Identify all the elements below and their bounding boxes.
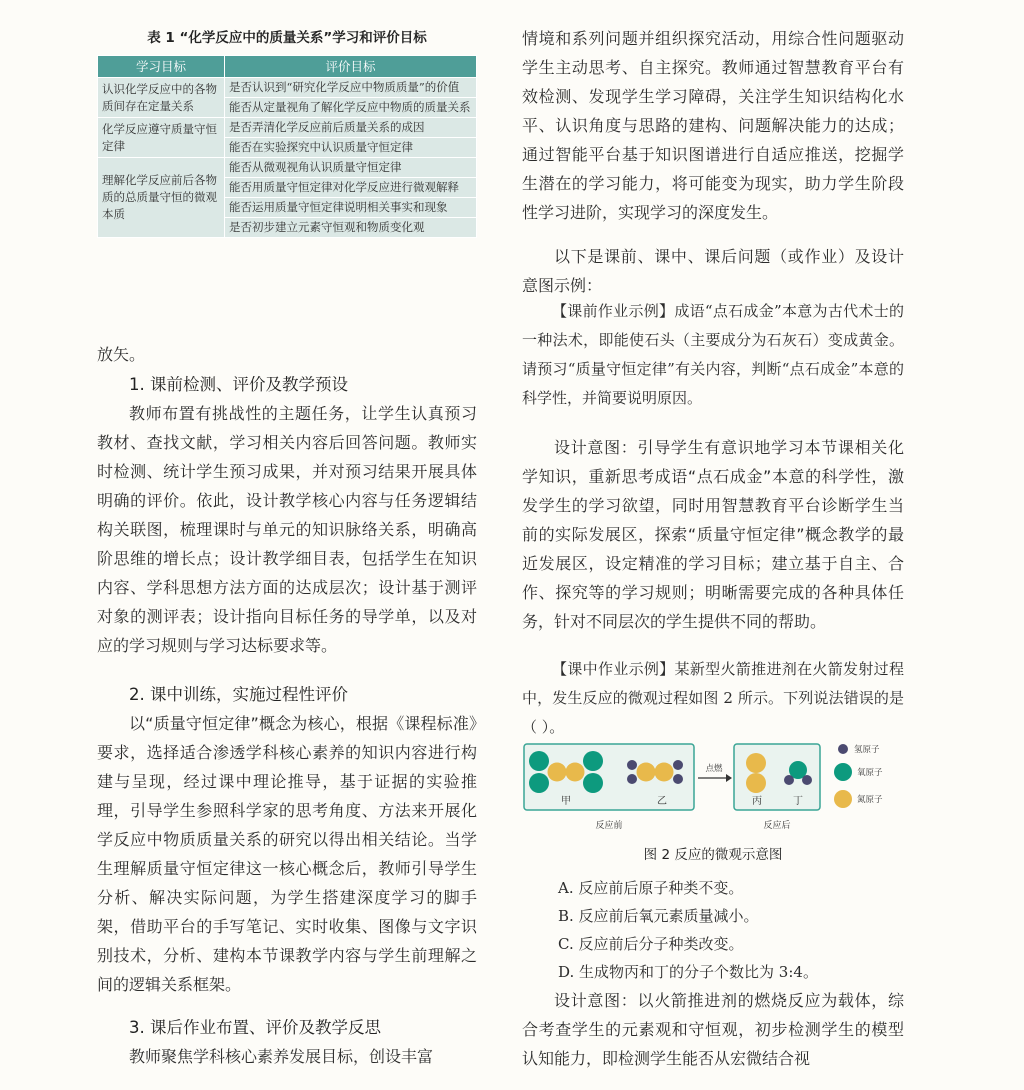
paragraph-in-class: 以“质量守恒定律”概念为核心，根据《课程标准》要求，选择适合渗透学科核心素养的知识内容进行构建与呈现，经过课中理论推导，基于证据的实验推理，引导学生参照科学家的思考角度、方法来开展化学反应中物质质量关系的研究以得出相关结论。当学生理解质量守恒定律这一核心概念后，教师引导学生分析、解决实际问题，为学生搭建深度学习的脚手架，借助平台的手写笔记、实时收集、图像与文字识别技术，分析、建构本节课教学内容与学生前理解之间的逻辑关系框架。 [97, 714, 477, 994]
label-ding: 丁 [793, 796, 803, 807]
legend-nitrogen: 氮原子 [857, 795, 883, 805]
table-cell-goal: 理解化学反应前后各物质的总质量守恒的微观本质 [98, 158, 225, 238]
paragraph-continued: 情境和系列问题并组织探究活动，用综合性问题驱动学生主动思考、自主探究。教师通过智慧教育平台有效检测、发现学生学习障碍，关注学生知识结构化水平、认识角度与思路的建构、问题解决能力的达成；通过智能平台基于知识图谱进行自适应推送，挖掘学生潜在的学习能力，将可能变为现实，助力学生阶段性学习进阶，实现学习的深度发生。 [522, 29, 904, 222]
label-bing: 丙 [752, 796, 762, 807]
option-d: D. 生成物丙和丁的分子个数比为 3:4。 [558, 963, 818, 981]
legend-hydrogen: 氢原子 [854, 745, 880, 755]
paragraph-examples-intro: 以下是课前、课中、课后问题（或作业）及设计意图示例： [522, 247, 904, 295]
label-before: 反应前 [595, 821, 623, 831]
table-header-goal: 学习目标 [98, 56, 225, 78]
label-jia: 甲 [561, 796, 571, 807]
reaction-micro-diagram [522, 742, 904, 837]
label-yi: 乙 [657, 796, 667, 807]
figure-caption: 图 2 反应的微观示意图 [643, 847, 783, 863]
table-cell-eval: 是否初步建立元素守恒观和物质变化观 [225, 218, 477, 238]
section-heading-2: 2. 课中训练，实施过程性评价 [129, 685, 348, 704]
goals-table [97, 55, 477, 238]
label-after: 反应后 [763, 821, 791, 831]
legend-oxygen-swatch [834, 763, 852, 781]
section-heading-1: 1. 课前检测、评价及教学预设 [129, 375, 348, 394]
option-b: B. 反应前后氧元素质量减小。 [558, 907, 759, 925]
table-cell-eval: 能否在实验探究中认识质量守恒定律 [225, 138, 477, 158]
paragraph-pre-class-example: 【课前作业示例】成语“点石成金”本意为古代术士的一种法术，即能使石头（主要成分为石灰石）变成黄金。请预习“质量守恒定律”有关内容，判断“点石成金”本意的科学性，并简要说明原因。 [522, 302, 904, 407]
option-c: C. 反应前后分子种类改变。 [558, 935, 744, 953]
legend-nitrogen-swatch [834, 790, 852, 808]
table-cell-eval: 是否弄清化学反应前后质量关系的成因 [225, 118, 477, 138]
table-cell-eval: 能否从微观视角认识质量守恒定律 [225, 158, 477, 178]
arrow-label: 点燃 [705, 764, 723, 774]
table-cell-eval: 能否从定量视角了解化学反应中物质的质量关系 [225, 98, 477, 118]
table-caption: 表 1 “化学反应中的质量关系”学习和评价目标 [147, 30, 427, 46]
option-a: A. 反应前后原子种类不变。 [558, 879, 744, 897]
legend-hydrogen-swatch [838, 744, 848, 754]
table-row [98, 158, 477, 178]
legend-oxygen: 氧原子 [857, 768, 883, 778]
paragraph-after-class: 教师聚焦学科核心素养发展目标，创设丰富 [129, 1047, 434, 1066]
table-cell-eval: 能否用质量守恒定律对化学反应进行微观解释 [225, 178, 477, 198]
table-cell-goal: 化学反应遵守质量守恒定律 [98, 118, 225, 158]
table-cell-eval: 能否运用质量守恒定律说明相关事实和现象 [225, 198, 477, 218]
table-cell-goal: 认识化学反应中的各物质间存在定量关系 [98, 78, 225, 118]
table-row [98, 118, 477, 138]
paragraph-in-class-example: 【课中作业示例】某新型火箭推进剂在火箭发射过程中，发生反应的微观过程如图 2 所示。下列说法错误的是（ ）。 [522, 660, 904, 736]
paragraph-continuation: 放矢。 [97, 345, 146, 364]
arrow-head [726, 774, 732, 782]
paragraph-design-intent-1: 设计意图：引导学生有意识地学习本节课相关化学知识，重新思考成语“点石成金”本意的科学性，激发学生的学习欲望，同时用智慧教育平台诊断学生当前的实际发展区，探索“质量守恒定律”概念教学的最近发展区，设定精准的学习目标；建立基于自主、合作、探究等的学习规则；明晰需要完成的各种具体任务，针对不同层次的学生提供不同的帮助。 [522, 438, 904, 631]
legend [834, 744, 883, 808]
section-heading-3: 3. 课后作业布置、评价及教学反思 [129, 1018, 381, 1037]
table-cell-eval: 是否认识到“研究化学反应中物质质量”的价值 [225, 78, 477, 98]
paragraph-pre-class: 教师布置有挑战性的主题任务，让学生认真预习教材、查找文献，学习相关内容后回答问题。教师实时检测、统计学生预习成果，并对预习结果开展具体明确的评价。依此，设计教学核心内容与任务逻辑结构关联图，梳理课时与单元的知识脉络关系，明确高阶思维的增长点；设计教学细目表，包括学生在知识内容、学科思想方法方面的达成层次；设计基于测评对象的测评表；设计指向目标任务的导学单，以及对应的学习规则与学习达标要求等。 [97, 404, 477, 655]
paragraph-design-intent-2: 设计意图：以火箭推进剂的燃烧反应为载体，综合考查学生的元素观和守恒观，初步检测学生的模型认知能力，即检测学生能否从宏微结合视 [522, 991, 904, 1068]
table-header-eval: 评价目标 [225, 56, 477, 78]
table-row [98, 78, 477, 98]
